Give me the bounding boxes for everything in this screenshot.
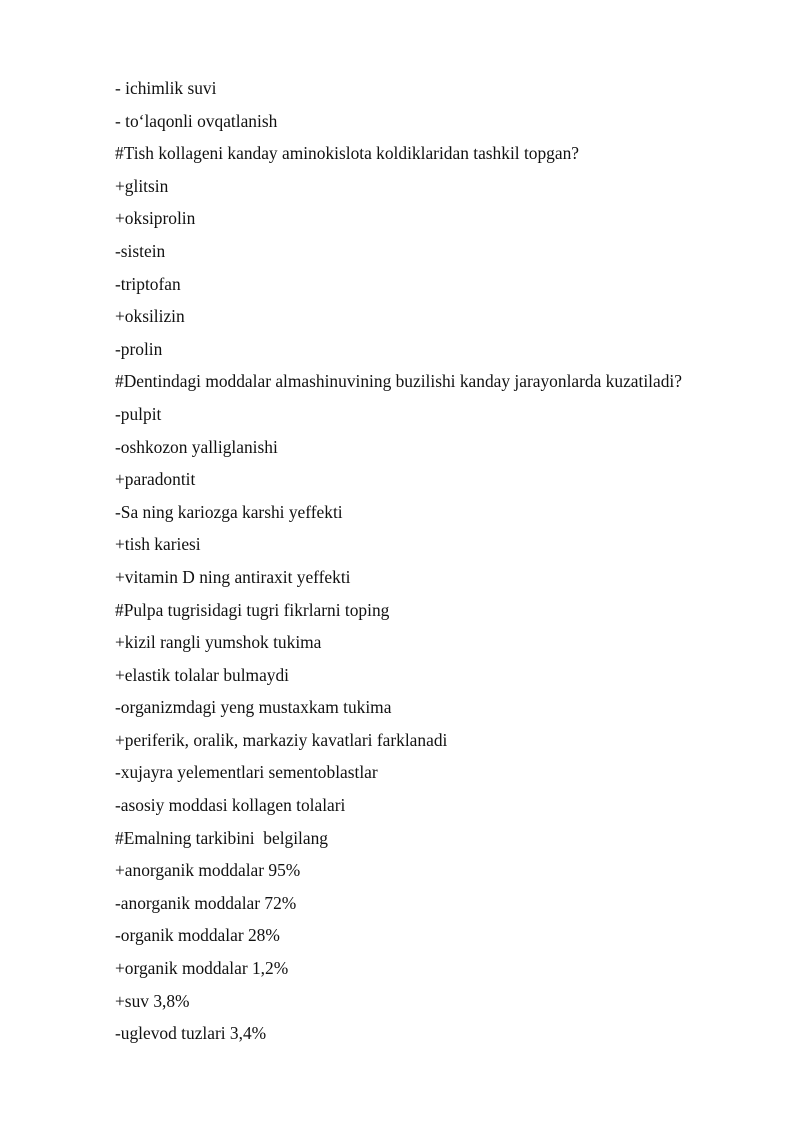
question-line: #Tish kollageni kanday aminokislota koldiklaridan tashkil topgan? [115, 143, 580, 164]
answer-line: +tish kariesi [115, 534, 201, 555]
question-line: #Emalning tarkibini belgilang [115, 827, 328, 848]
answer-line: -pulpit [115, 403, 162, 424]
answer-line: +organik moddalar 1,2% [115, 958, 289, 979]
question-line: #Pulpa tugrisidagi tugri fikrlarni toping [115, 599, 390, 620]
text-line: - ichimlik suvi [115, 78, 217, 98]
answer-line: -organik moddalar 28% [115, 925, 280, 946]
question-line: #Dentindagi moddalar almashinuvining buzilishi kanday jarayonlarda kuzatiladi? [115, 371, 682, 392]
answer-line: +anorganik moddalar 95% [115, 860, 301, 881]
answer-line: -oshkozon yalliglanishi [115, 436, 278, 457]
answer-line: +vitamin D ning antiraxit yeffekti [115, 566, 351, 587]
answer-line: -anorganik moddalar 72% [115, 892, 297, 913]
answer-line: -Sa ning kariozga karshi yeffekti [115, 501, 343, 522]
answer-line: -triptofan [115, 273, 181, 294]
answer-line: -xujayra yelementlari sementoblastlar [115, 762, 378, 783]
answer-line: -asosiy moddasi kollagen tolalari [115, 795, 346, 816]
answer-line: -uglevod tuzlari 3,4% [115, 1023, 267, 1044]
text-line: - to‘laqonli ovqatlanish [115, 110, 278, 131]
text-lines [115, 76, 775, 1054]
answer-line: +glitsin [115, 175, 169, 196]
answer-line: +periferik, oralik, markaziy kavatlari farklanadi [115, 729, 448, 750]
answer-line: +suv 3,8% [115, 990, 190, 1011]
answer-line: +oksiprolin [115, 208, 196, 229]
answer-line: -prolin [115, 338, 163, 359]
answer-line: -sistein [115, 240, 166, 261]
answer-line: -organizmdagi yeng mustaxkam tukima [115, 697, 392, 718]
answer-line: +elastik tolalar bulmaydi [115, 664, 290, 685]
answer-line: +oksilizin [115, 306, 185, 327]
answer-line: +kizil rangli yumshok tukima [115, 632, 322, 653]
answer-line: +paradontit [115, 469, 196, 490]
